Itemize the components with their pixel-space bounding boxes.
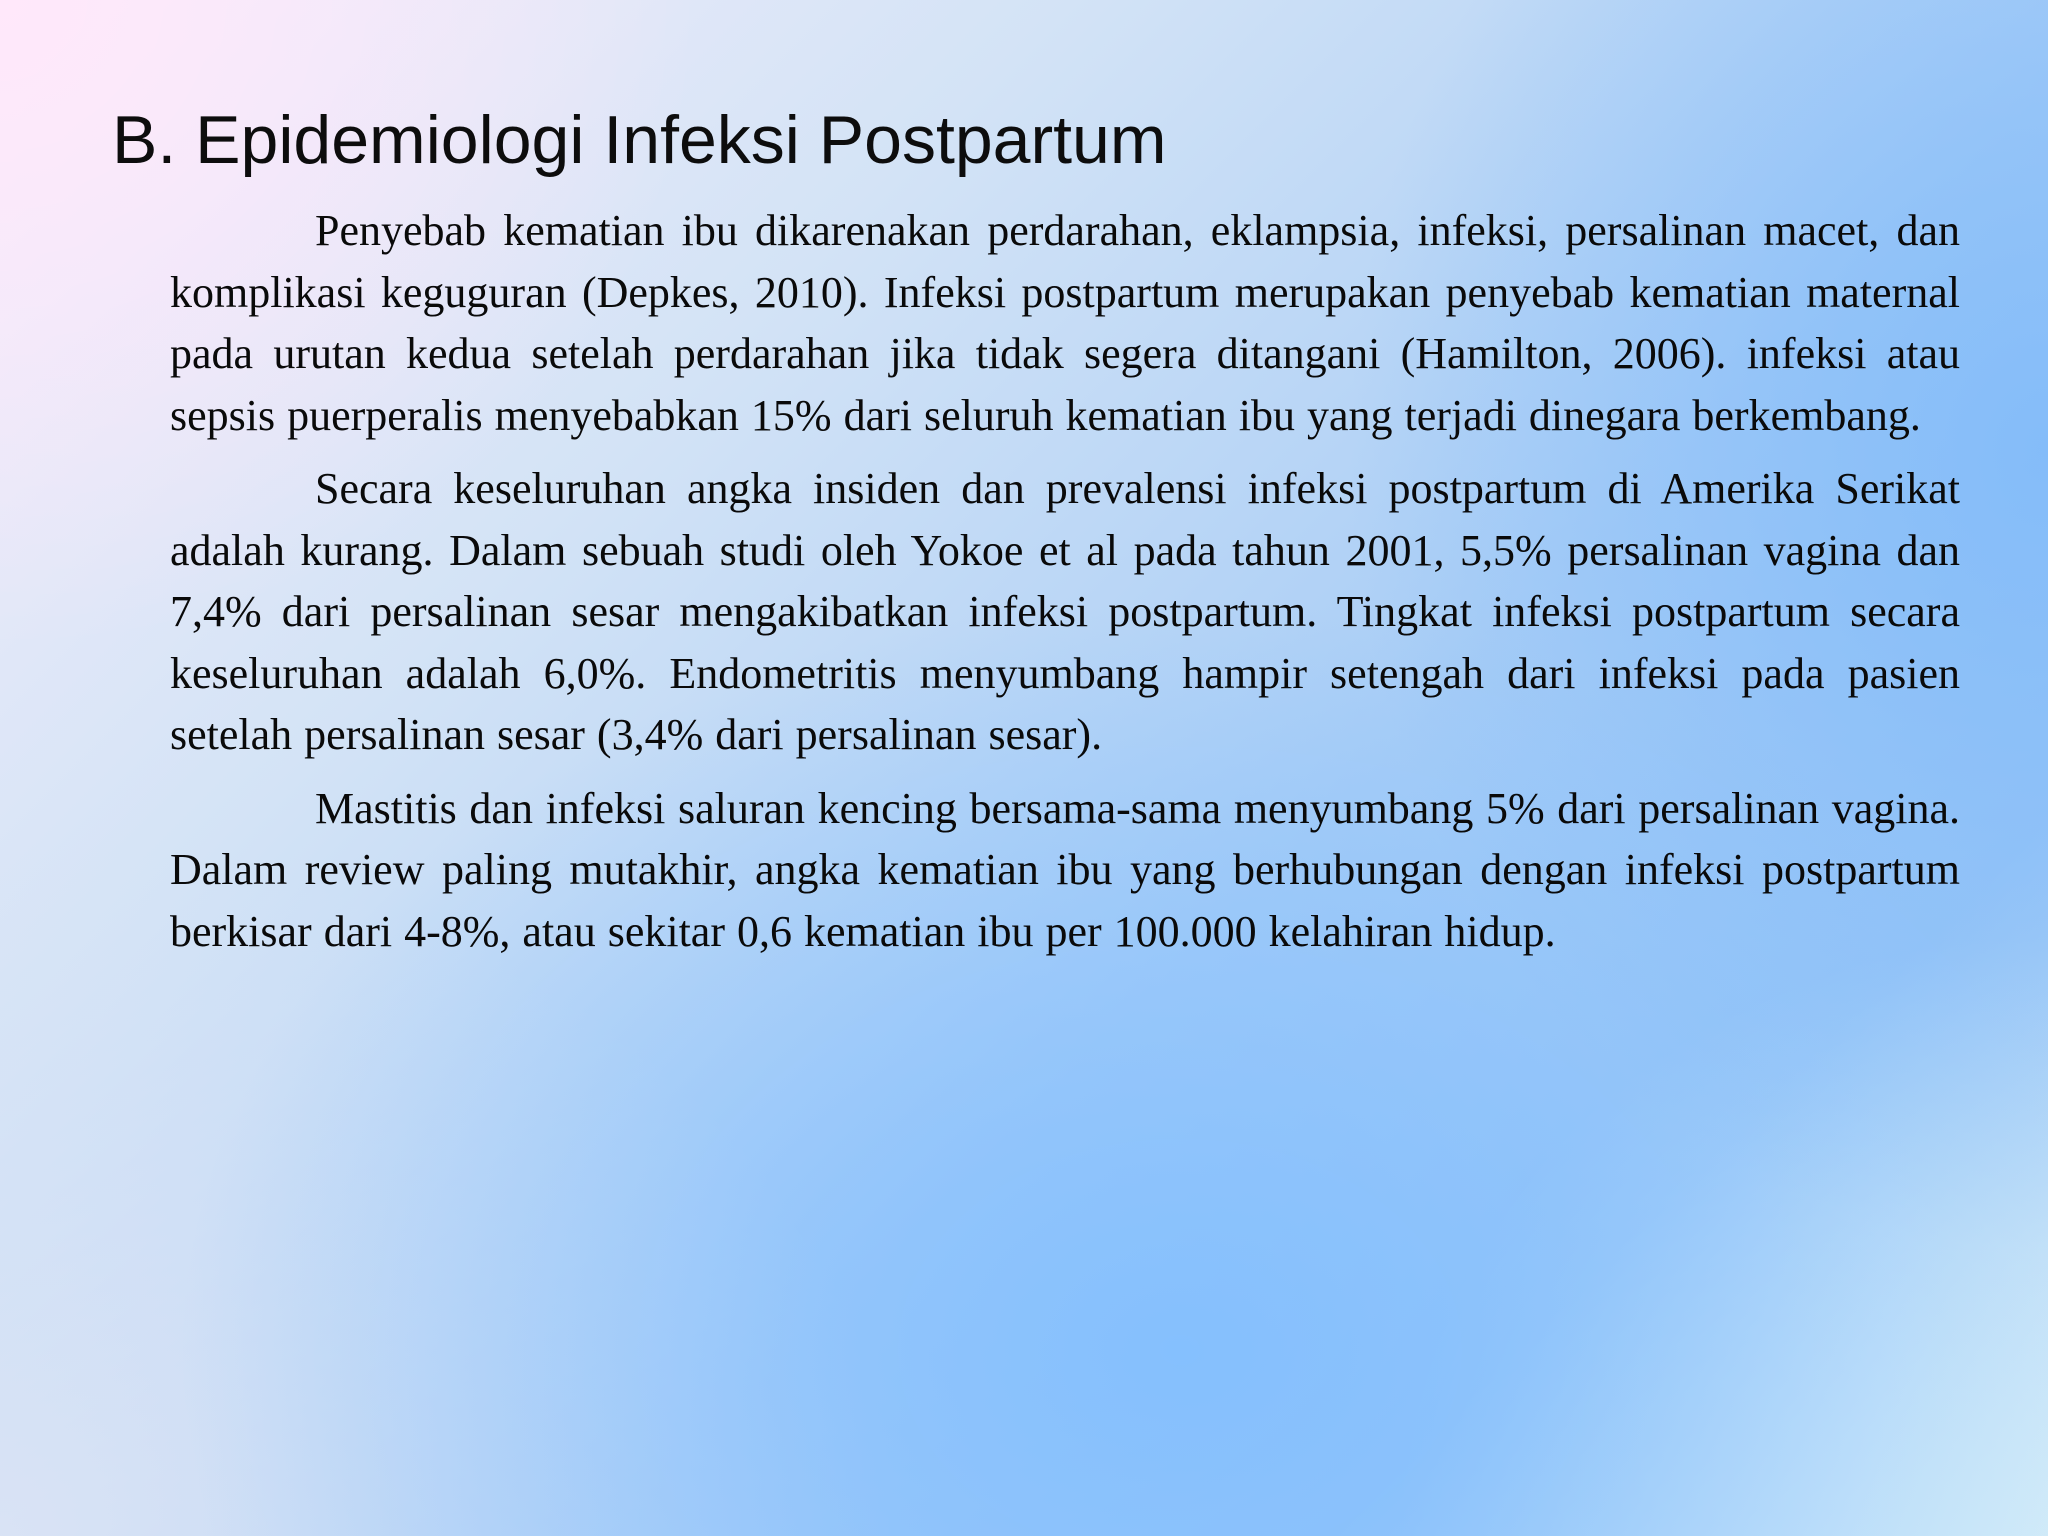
paragraph-2: Secara keseluruhan angka insiden dan prevalensi infeksi postpartum di Amerika Serikat adalah kurang. Dalam sebuah studi oleh Yokoe et al pada tahun 2001, 5,5% persalinan vagina dan 7,4% dari persalinan sesar mengakibatkan infeksi postpartum. Tingkat infeksi postpartum secara keseluruhan adalah 6,0%. Endometritis menyumbang hampir setengah dari infeksi pada pasien setelah persalinan sesar (3,4% dari persalinan sesar).	[170, 464, 1960, 759]
paragraph-1: Penyebab kematian ibu dikarenakan perdarahan, eklampsia, infeksi, persalinan macet, dan komplikasi keguguran (Depkes, 2010). Infeksi postpartum merupakan penyebab kematian maternal pada urutan kedua setelah perdarahan jika tidak segera ditangani (Hamilton, 2006). infeksi atau sepsis puerperalis menyebabkan 15% dari seluruh kematian ibu yang terjadi dinegara berkembang.	[170, 206, 1960, 440]
slide-body	[170, 200, 1960, 974]
paragraph-3: Mastitis dan infeksi saluran kencing bersama-sama menyumbang 5% dari persalinan vagina. Dalam review paling mutakhir, angka kematian ibu yang berhubungan dengan infeksi postpartum berkisar dari 4-8%, atau sekitar 0,6 kematian ibu per 100.000 kelahiran hidup.	[170, 783, 1960, 956]
slide-title: B. Epidemiologi Infeksi Postpartum	[112, 102, 1167, 178]
